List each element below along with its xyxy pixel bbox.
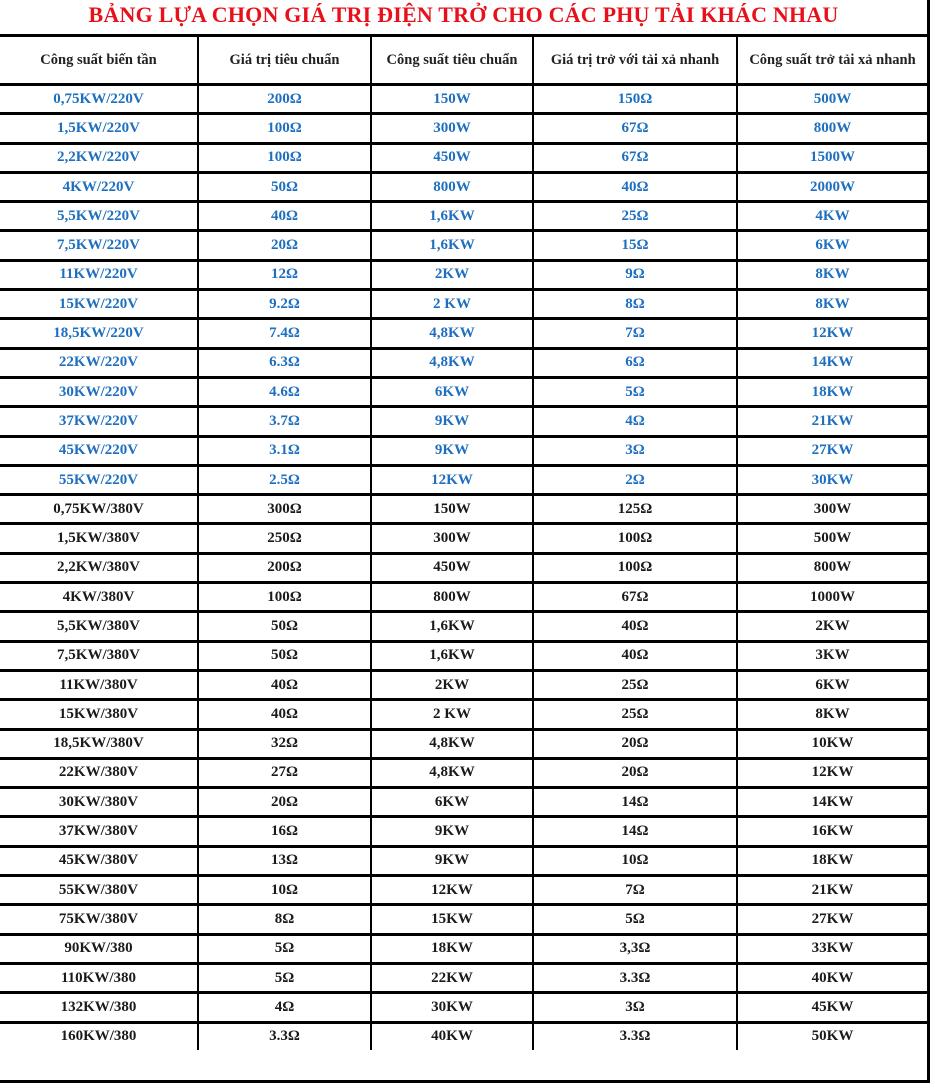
table-row [0,1022,927,1050]
cell-standard-power: 4,8KW [371,348,533,377]
cell-standard-resistance: 13Ω [198,846,371,875]
cell-fast-discharge-resistance: 25Ω [533,202,737,231]
cell-inverter-power: 45KW/380V [0,846,198,875]
cell-fast-discharge-power: 3KW [737,641,927,670]
cell-fast-discharge-resistance: 4Ω [533,407,737,436]
cell-fast-discharge-power: 800W [737,553,927,582]
cell-standard-power: 6KW [371,377,533,406]
cell-standard-power: 450W [371,553,533,582]
cell-standard-power: 800W [371,583,533,612]
cell-standard-power: 18KW [371,934,533,963]
table-row [0,85,927,114]
cell-fast-discharge-power: 18KW [737,377,927,406]
table-row [0,290,927,319]
cell-standard-power: 4,8KW [371,729,533,758]
cell-fast-discharge-power: 8KW [737,700,927,729]
cell-inverter-power: 90KW/380 [0,934,198,963]
table-row [0,700,927,729]
cell-fast-discharge-resistance: 100Ω [533,553,737,582]
cell-standard-resistance: 4Ω [198,993,371,1022]
cell-inverter-power: 37KW/220V [0,407,198,436]
cell-inverter-power: 15KW/220V [0,290,198,319]
table-body [0,85,927,1050]
header-standard-power: Công suất tiêu chuẩn [371,36,533,85]
cell-standard-power: 6KW [371,788,533,817]
table-row [0,319,927,348]
cell-fast-discharge-resistance: 6Ω [533,348,737,377]
cell-standard-resistance: 3.7Ω [198,407,371,436]
cell-fast-discharge-resistance: 3.3Ω [533,963,737,992]
header-inverter-power: Công suất biến tần [0,36,198,85]
table-row [0,524,927,553]
cell-fast-discharge-power: 4KW [737,202,927,231]
cell-standard-power: 800W [371,172,533,201]
cell-fast-discharge-resistance: 14Ω [533,788,737,817]
cell-inverter-power: 18,5KW/220V [0,319,198,348]
cell-fast-discharge-resistance: 40Ω [533,612,737,641]
cell-fast-discharge-resistance: 20Ω [533,729,737,758]
cell-inverter-power: 160KW/380 [0,1022,198,1050]
cell-standard-resistance: 27Ω [198,758,371,787]
cell-fast-discharge-power: 21KW [737,876,927,905]
cell-inverter-power: 11KW/220V [0,260,198,289]
table-row [0,202,927,231]
cell-standard-resistance: 40Ω [198,700,371,729]
cell-fast-discharge-power: 2KW [737,612,927,641]
cell-standard-resistance: 32Ω [198,729,371,758]
cell-inverter-power: 5,5KW/220V [0,202,198,231]
table-row [0,348,927,377]
cell-standard-resistance: 40Ω [198,202,371,231]
cell-standard-power: 4,8KW [371,758,533,787]
cell-inverter-power: 0,75KW/380V [0,495,198,524]
cell-standard-resistance: 2.5Ω [198,465,371,494]
cell-inverter-power: 2,2KW/380V [0,553,198,582]
cell-standard-power: 9KW [371,407,533,436]
table-title: BẢNG LỰA CHỌN GIÁ TRỊ ĐIỆN TRỞ CHO CÁC PHỤ TẢI KHÁC NHAU [88,2,839,27]
cell-standard-resistance: 100Ω [198,114,371,143]
cell-standard-power: 9KW [371,436,533,465]
cell-standard-power: 1,6KW [371,202,533,231]
table-row [0,934,927,963]
cell-inverter-power: 0,75KW/220V [0,85,198,114]
cell-inverter-power: 18,5KW/380V [0,729,198,758]
cell-standard-resistance: 40Ω [198,670,371,699]
cell-standard-power: 9KW [371,846,533,875]
table-row [0,612,927,641]
cell-fast-discharge-resistance: 125Ω [533,495,737,524]
cell-inverter-power: 2,2KW/220V [0,143,198,172]
resistor-table [0,34,927,1050]
cell-standard-resistance: 100Ω [198,143,371,172]
cell-inverter-power: 5,5KW/380V [0,612,198,641]
cell-standard-resistance: 3.3Ω [198,1022,371,1050]
cell-standard-power: 150W [371,495,533,524]
cell-fast-discharge-resistance: 67Ω [533,114,737,143]
cell-inverter-power: 22KW/220V [0,348,198,377]
cell-fast-discharge-power: 10KW [737,729,927,758]
table-row [0,583,927,612]
cell-fast-discharge-resistance: 9Ω [533,260,737,289]
cell-fast-discharge-power: 45KW [737,993,927,1022]
cell-standard-resistance: 12Ω [198,260,371,289]
cell-standard-power: 2 KW [371,700,533,729]
cell-inverter-power: 55KW/220V [0,465,198,494]
cell-fast-discharge-resistance: 3Ω [533,993,737,1022]
cell-standard-resistance: 4.6Ω [198,377,371,406]
cell-standard-resistance: 300Ω [198,495,371,524]
cell-fast-discharge-power: 500W [737,85,927,114]
cell-fast-discharge-resistance: 15Ω [533,231,737,260]
cell-inverter-power: 7,5KW/220V [0,231,198,260]
cell-fast-discharge-power: 18KW [737,846,927,875]
cell-fast-discharge-power: 27KW [737,905,927,934]
cell-fast-discharge-power: 500W [737,524,927,553]
cell-standard-power: 2 KW [371,290,533,319]
cell-fast-discharge-resistance: 7Ω [533,319,737,348]
table-row [0,788,927,817]
cell-standard-resistance: 100Ω [198,583,371,612]
cell-standard-resistance: 7.4Ω [198,319,371,348]
cell-fast-discharge-power: 300W [737,495,927,524]
cell-standard-resistance: 250Ω [198,524,371,553]
table-row [0,114,927,143]
cell-inverter-power: 75KW/380V [0,905,198,934]
cell-standard-power: 2KW [371,260,533,289]
cell-fast-discharge-power: 1000W [737,583,927,612]
cell-standard-power: 450W [371,143,533,172]
cell-fast-discharge-resistance: 3.3Ω [533,1022,737,1050]
cell-standard-power: 1,6KW [371,641,533,670]
cell-standard-resistance: 20Ω [198,788,371,817]
table-row [0,641,927,670]
cell-standard-power: 40KW [371,1022,533,1050]
cell-fast-discharge-resistance: 3Ω [533,436,737,465]
table-row [0,817,927,846]
cell-fast-discharge-power: 40KW [737,963,927,992]
table-row [0,231,927,260]
cell-standard-resistance: 6.3Ω [198,348,371,377]
cell-standard-power: 15KW [371,905,533,934]
cell-fast-discharge-power: 8KW [737,260,927,289]
cell-fast-discharge-power: 2000W [737,172,927,201]
cell-standard-resistance: 50Ω [198,641,371,670]
cell-fast-discharge-power: 33KW [737,934,927,963]
cell-standard-power: 1,6KW [371,231,533,260]
table-row [0,465,927,494]
cell-fast-discharge-resistance: 150Ω [533,85,737,114]
table-row [0,436,927,465]
cell-fast-discharge-resistance: 25Ω [533,700,737,729]
cell-fast-discharge-resistance: 7Ω [533,876,737,905]
cell-fast-discharge-resistance: 67Ω [533,143,737,172]
table-row [0,876,927,905]
cell-fast-discharge-resistance: 14Ω [533,817,737,846]
cell-standard-power: 300W [371,524,533,553]
cell-standard-power: 4,8KW [371,319,533,348]
cell-fast-discharge-power: 800W [737,114,927,143]
cell-fast-discharge-resistance: 5Ω [533,377,737,406]
cell-inverter-power: 37KW/380V [0,817,198,846]
cell-standard-resistance: 10Ω [198,876,371,905]
cell-fast-discharge-power: 6KW [737,231,927,260]
cell-fast-discharge-power: 6KW [737,670,927,699]
cell-inverter-power: 45KW/220V [0,436,198,465]
cell-fast-discharge-resistance: 10Ω [533,846,737,875]
cell-inverter-power: 4KW/220V [0,172,198,201]
cell-fast-discharge-resistance: 67Ω [533,583,737,612]
cell-inverter-power: 15KW/380V [0,700,198,729]
header-standard-resistance: Giá trị tiêu chuẩn [198,36,371,85]
cell-inverter-power: 22KW/380V [0,758,198,787]
cell-fast-discharge-power: 30KW [737,465,927,494]
header-fast-discharge-power: Công suất trở tải xả nhanh [737,36,927,85]
cell-standard-resistance: 200Ω [198,553,371,582]
cell-standard-resistance: 8Ω [198,905,371,934]
cell-inverter-power: 132KW/380 [0,993,198,1022]
cell-fast-discharge-resistance: 40Ω [533,172,737,201]
cell-fast-discharge-power: 50KW [737,1022,927,1050]
cell-standard-power: 1,6KW [371,612,533,641]
cell-inverter-power: 1,5KW/380V [0,524,198,553]
cell-standard-resistance: 5Ω [198,934,371,963]
cell-standard-resistance: 16Ω [198,817,371,846]
cell-fast-discharge-resistance: 8Ω [533,290,737,319]
table-row [0,905,927,934]
cell-fast-discharge-resistance: 40Ω [533,641,737,670]
header-row [0,36,927,85]
cell-standard-resistance: 50Ω [198,172,371,201]
header-fast-discharge-resistance: Giá trị trở với tải xả nhanh [533,36,737,85]
cell-standard-power: 12KW [371,876,533,905]
cell-fast-discharge-power: 27KW [737,436,927,465]
table-row [0,963,927,992]
cell-fast-discharge-power: 12KW [737,319,927,348]
cell-standard-resistance: 3.1Ω [198,436,371,465]
cell-fast-discharge-power: 8KW [737,290,927,319]
cell-inverter-power: 30KW/220V [0,377,198,406]
table-row [0,495,927,524]
cell-fast-discharge-resistance: 100Ω [533,524,737,553]
table-row [0,758,927,787]
cell-standard-power: 30KW [371,993,533,1022]
cell-fast-discharge-resistance: 20Ω [533,758,737,787]
cell-standard-power: 2KW [371,670,533,699]
cell-inverter-power: 30KW/380V [0,788,198,817]
cell-fast-discharge-power: 14KW [737,788,927,817]
cell-inverter-power: 1,5KW/220V [0,114,198,143]
cell-fast-discharge-resistance: 2Ω [533,465,737,494]
cell-fast-discharge-resistance: 3,3Ω [533,934,737,963]
table-row [0,670,927,699]
cell-standard-power: 150W [371,85,533,114]
cell-fast-discharge-power: 16KW [737,817,927,846]
cell-inverter-power: 7,5KW/380V [0,641,198,670]
cell-fast-discharge-resistance: 5Ω [533,905,737,934]
cell-inverter-power: 4KW/380V [0,583,198,612]
table-row [0,729,927,758]
cell-fast-discharge-power: 12KW [737,758,927,787]
cell-standard-power: 22KW [371,963,533,992]
table-row [0,846,927,875]
cell-inverter-power: 55KW/380V [0,876,198,905]
cell-fast-discharge-resistance: 25Ω [533,670,737,699]
cell-standard-power: 300W [371,114,533,143]
cell-standard-resistance: 20Ω [198,231,371,260]
table-row [0,377,927,406]
cell-standard-resistance: 200Ω [198,85,371,114]
table-row [0,993,927,1022]
cell-standard-resistance: 50Ω [198,612,371,641]
cell-standard-resistance: 9.2Ω [198,290,371,319]
cell-inverter-power: 110KW/380 [0,963,198,992]
table-row [0,172,927,201]
table-row [0,407,927,436]
table-row [0,260,927,289]
cell-standard-resistance: 5Ω [198,963,371,992]
cell-fast-discharge-power: 14KW [737,348,927,377]
cell-fast-discharge-power: 21KW [737,407,927,436]
table-row [0,553,927,582]
cell-standard-power: 9KW [371,817,533,846]
cell-fast-discharge-power: 1500W [737,143,927,172]
cell-inverter-power: 11KW/380V [0,670,198,699]
cell-standard-power: 12KW [371,465,533,494]
table-row [0,143,927,172]
